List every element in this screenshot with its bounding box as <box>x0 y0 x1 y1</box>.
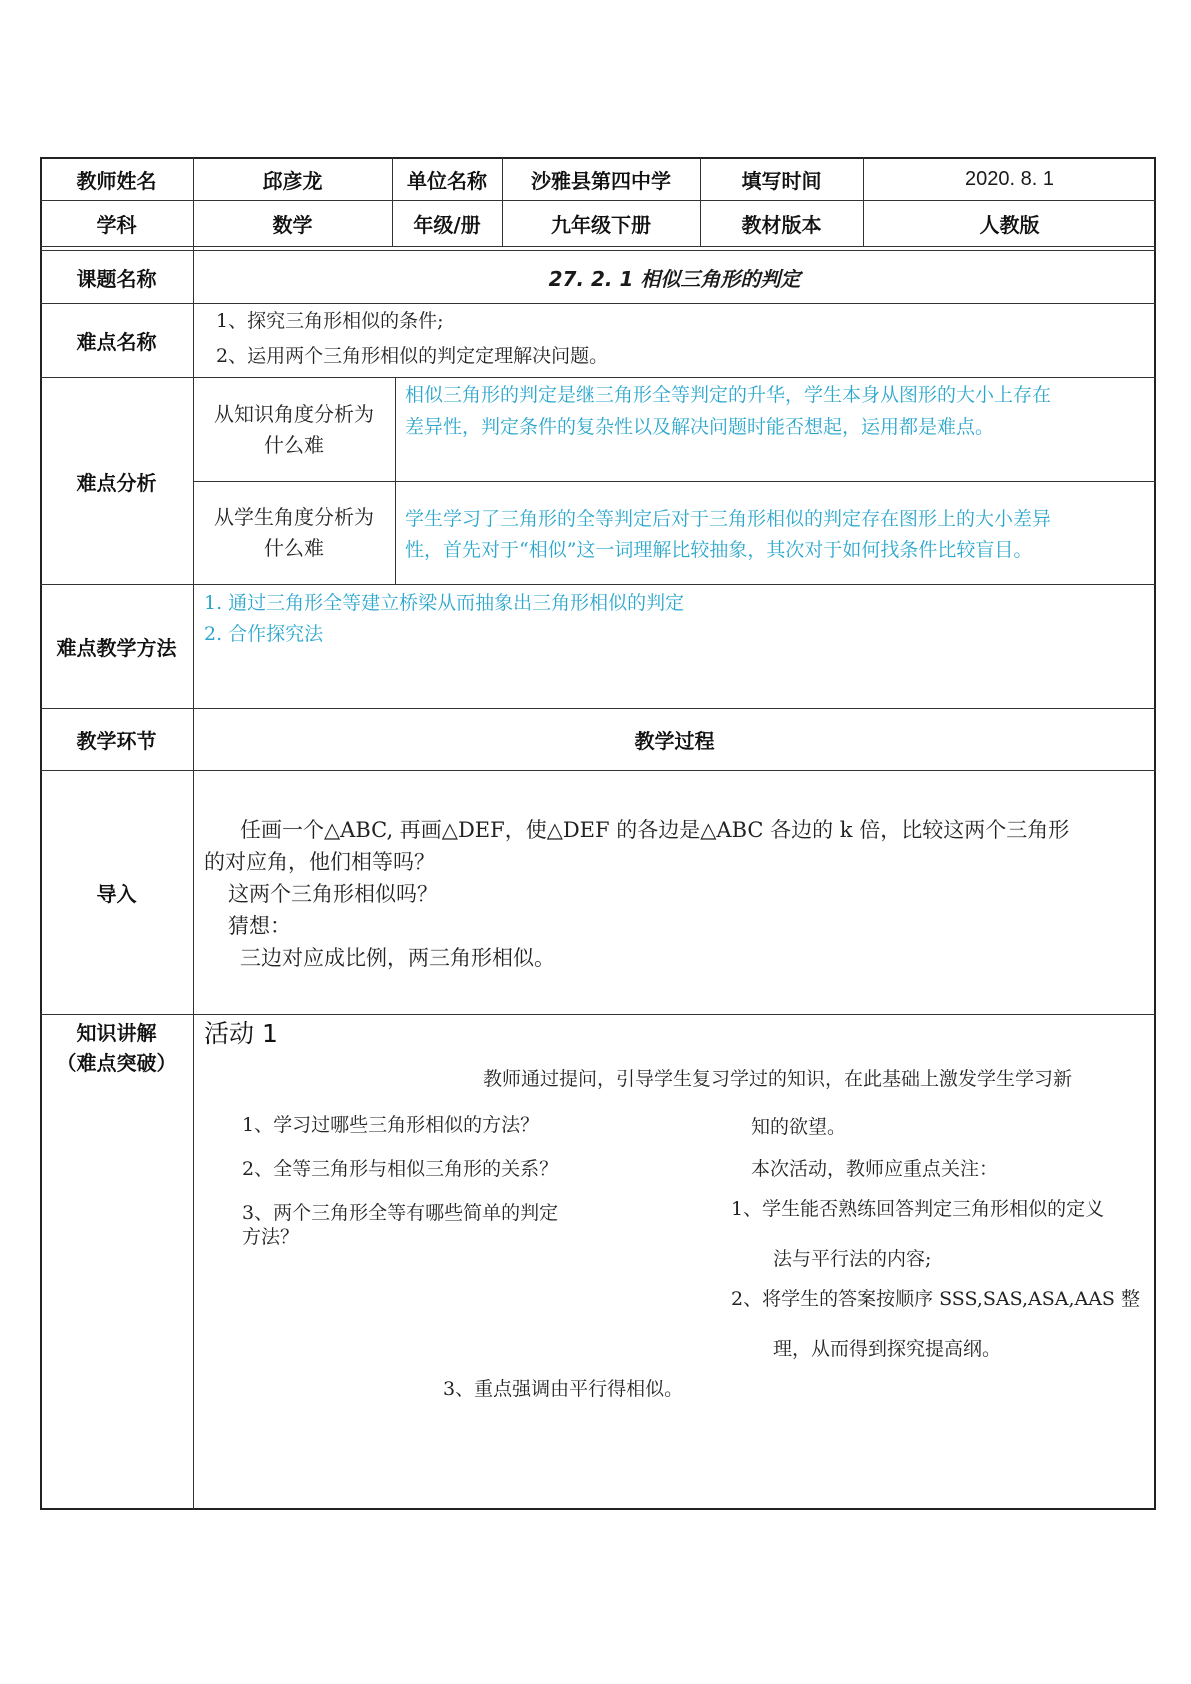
note-7: 3、重点强调由平行得相似。 <box>443 1378 684 1400</box>
method-line-1: 1. 通过三角形全等建立桥梁从而抽象出三角形相似的判定 <box>204 592 685 614</box>
note-6: 理，从而得到探究提高纲。 <box>773 1338 1002 1360</box>
student-angle-label <box>193 482 395 584</box>
subject-label: 学科 <box>96 213 137 237</box>
process-step-label: 教学环节 <box>76 729 157 753</box>
activity-title: 活动 1 <box>204 1019 278 1048</box>
subject-value: 数学 <box>272 213 313 237</box>
row-divider <box>40 303 1156 304</box>
method-label: 难点教学方法 <box>56 636 177 660</box>
grade-value: 九年级下册 <box>551 213 651 237</box>
question-3-cont: 方法？ <box>242 1226 300 1248</box>
knowledge-angle-label-line-2: 什么难 <box>264 432 324 457</box>
process-title: 教学过程 <box>634 729 715 753</box>
intro-line-5: 三边对应成比例，两三角形相似。 <box>240 946 555 970</box>
question-2: 2、全等三角形与相似三角形的关系？ <box>242 1158 559 1180</box>
note-4: 法与平行法的内容; <box>773 1248 932 1270</box>
student-angle-label-line-2: 什么难 <box>264 536 324 560</box>
edition-label: 教材版本 <box>741 213 822 237</box>
topic-label: 课题名称 <box>76 266 157 291</box>
student-analysis-line-2: 性，首先对于“相似”这一词理解比较抽象，其次对于如何找条件比较盲目。 <box>405 539 1033 561</box>
question-1: 1、学习过哪些三角形相似的方法？ <box>242 1114 540 1136</box>
knowledge-label <box>40 1018 193 1078</box>
row-divider <box>40 246 1156 247</box>
unit-label: 单位名称 <box>407 168 487 193</box>
question-3: 3、两个三角形全等有哪些简单的判定 <box>242 1202 559 1224</box>
intro-line-3: 这两个三角形相似吗？ <box>228 882 438 906</box>
note-2: 本次活动，教师应重点关注： <box>751 1158 999 1180</box>
intro-line-4: 猜想： <box>228 914 291 938</box>
row-divider <box>40 584 1156 585</box>
topic-value: 27. 2. 1 相似三角形的判定 <box>548 266 801 291</box>
note-3: 1、学生能否熟练回答判定三角形相似的定义 <box>731 1198 1105 1220</box>
knowledge-label-line-2: （难点突破） <box>56 1051 177 1075</box>
edition-value: 人教版 <box>979 213 1040 237</box>
note-1: 知的欲望。 <box>751 1116 847 1138</box>
intro-label: 导入 <box>96 882 137 906</box>
unit-value: 沙雅县第四中学 <box>531 168 671 193</box>
intro-line-2: 的对应角，他们相等吗？ <box>204 850 435 874</box>
note-5: 2、将学生的答案按顺序 SSS,SAS,ASA,AAS 整 <box>731 1288 1140 1310</box>
activity-intro-line: 教师通过提问，引导学生复习学过的知识，在此基础上激发学生学习新 <box>483 1068 1073 1090</box>
col-divider <box>193 157 194 1510</box>
difficulty-line-2: 2、运用两个三角形相似的判定定理解决问题。 <box>216 345 609 367</box>
col-divider <box>395 377 396 584</box>
knowledge-label-line-1: 知识讲解 <box>76 1021 157 1045</box>
knowledge-angle-label-line-1: 从知识角度分析为 <box>214 401 374 426</box>
row-divider <box>40 770 1156 771</box>
student-analysis-line-1: 学生学习了三角形的全等判定后对于三角形相似的判定存在图形上的大小差异 <box>405 508 1052 530</box>
analysis-label: 难点分析 <box>76 470 157 495</box>
date-value: 2020. 8. 1 <box>965 167 1054 190</box>
grade-label: 年级/册 <box>413 213 481 237</box>
method-line-2: 2. 合作探究法 <box>204 623 324 645</box>
knowledge-angle-label <box>193 378 395 481</box>
intro-line-1: 任画一个△ABC, 再画△DEF，使△DEF 的各边是△ABC 各边的 k 倍，比较这两个三角形 <box>240 818 1070 842</box>
teacher-value: 邱彦龙 <box>262 168 323 193</box>
date-label: 填写时间 <box>741 168 822 193</box>
difficulty-label: 难点名称 <box>76 330 157 354</box>
difficulty-line-1: 1、探究三角形相似的条件; <box>216 310 444 332</box>
knowledge-analysis-line-2: 差异性，判定条件的复杂性以及解决问题时能否想起，运用都是难点。 <box>405 416 995 438</box>
teacher-label: 教师姓名 <box>76 168 157 193</box>
student-angle-label-line-1: 从学生角度分析为 <box>214 505 374 529</box>
knowledge-analysis-line-1: 相似三角形的判定是继三角形全等判定的升华，学生本身从图形的大小上存在 <box>405 384 1052 406</box>
